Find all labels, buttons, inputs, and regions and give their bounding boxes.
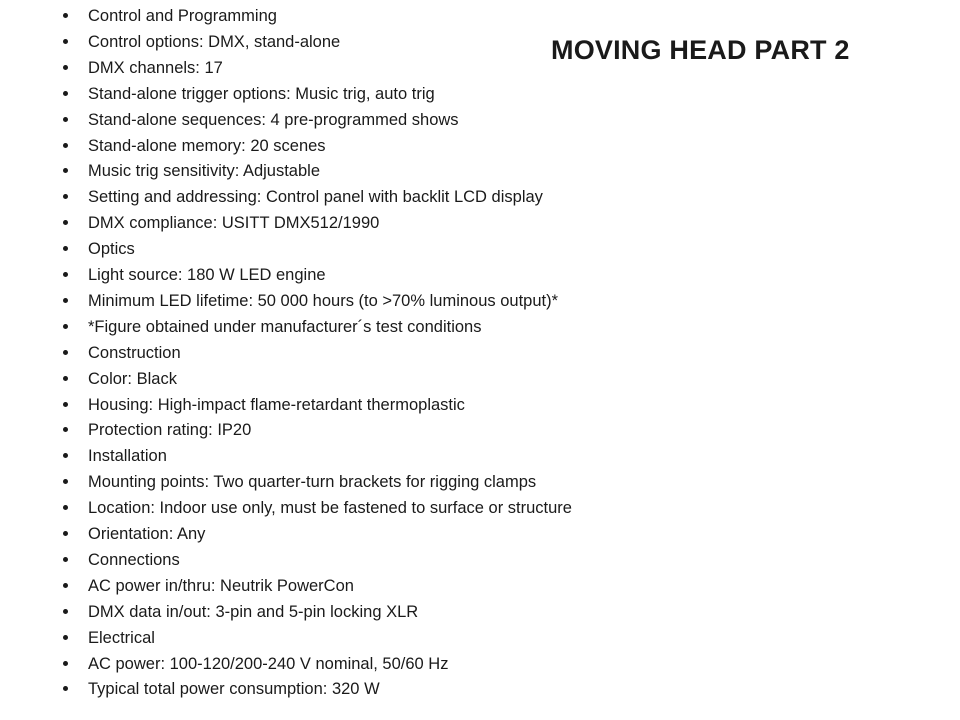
bullet-item: [0, 160, 700, 184]
bullet-dot-icon: [63, 661, 68, 666]
bullet-item: [0, 342, 700, 366]
bullet-text: Setting and addressing: Control panel with backlit LCD display: [88, 188, 543, 207]
bullet-item: [0, 57, 700, 81]
bullet-text: Construction: [88, 343, 181, 362]
bullet-dot-icon: [63, 65, 68, 70]
bullet-text: Color: Black: [88, 369, 177, 388]
bullet-text: DMX data in/out: 3-pin and 5-pin locking XLR: [88, 602, 419, 621]
bullet-text: Housing: High-impact flame-retardant thermoplastic: [88, 395, 465, 414]
bullet-dot-icon: [63, 505, 68, 510]
bullet-text: Electrical: [88, 628, 155, 647]
slide-title: MOVING HEAD PART 2: [551, 35, 850, 65]
bullet-item: [0, 264, 700, 288]
bullet-text: AC power: 100-120/200-240 V nominal, 50/60 Hz: [88, 654, 449, 673]
bullet-text: Location: Indoor use only, must be fastened to surface or structure: [88, 499, 572, 518]
bullet-item: [0, 523, 700, 547]
bullet-text: *Figure obtained under manufacturer´s test conditions: [88, 317, 482, 336]
bullet-dot-icon: [63, 91, 68, 96]
bullet-text: Light source: 180 W LED engine: [88, 266, 326, 284]
bullet-dot-icon: [63, 220, 68, 225]
bullet-dot-icon: [63, 272, 68, 277]
bullet-text: Installation: [88, 447, 167, 466]
bullet-item: [0, 31, 700, 55]
bullet-dot-icon: [63, 479, 68, 484]
bullet-dot-icon: [63, 531, 68, 536]
bullet-item: [0, 135, 700, 159]
bullet-dot-icon: [63, 324, 68, 329]
bullet-text: Optics: [88, 240, 135, 259]
bullet-item: [0, 549, 700, 573]
bullet-item: [0, 186, 700, 210]
bullet-dot-icon: [63, 635, 68, 640]
bullet-item: [0, 5, 700, 29]
bullet-item: [0, 575, 700, 599]
bullet-text: Stand-alone memory: 20 scenes: [88, 136, 326, 155]
bullet-text: AC power in/thru: Neutrik PowerCon: [88, 576, 354, 595]
bullet-text: Orientation: Any: [88, 525, 206, 543]
bullet-dot-icon: [63, 298, 68, 303]
bullet-dot-icon: [63, 453, 68, 458]
bullet-item: [0, 212, 700, 236]
bullet-text: Music trig sensitivity: Adjustable: [88, 162, 321, 181]
bullet-text: Connections: [88, 550, 180, 569]
bullet-dot-icon: [63, 557, 68, 562]
bullet-item: [0, 653, 700, 677]
bullet-dot-icon: [63, 13, 68, 18]
bullet-dot-icon: [63, 427, 68, 432]
bullet-dot-icon: [63, 609, 68, 614]
bullet-dot-icon: [63, 350, 68, 355]
bullet-text: Typical total power consumption: 320 W: [88, 680, 380, 699]
bullet-item: [0, 678, 700, 702]
bullet-item: [0, 394, 700, 418]
bullet-item: [0, 290, 700, 314]
bullet-text: Control and Programming: [88, 7, 277, 25]
bullet-text: DMX channels: 17: [88, 58, 223, 77]
bullet-dot-icon: [63, 376, 68, 381]
bullet-text: Mounting points: Two quarter-turn brackets for rigging clamps: [88, 473, 537, 492]
bullet-dot-icon: [63, 194, 68, 199]
bullet-text: DMX compliance: USITT DMX512/1990: [88, 214, 380, 233]
bullet-item: [0, 316, 700, 340]
bullet-dot-icon: [63, 583, 68, 588]
bullet-item: [0, 238, 700, 262]
bullet-dot-icon: [63, 143, 68, 148]
bullet-dot-icon: [63, 686, 68, 691]
bullet-text: Minimum LED lifetime: 50 000 hours (to >70% luminous output)*: [88, 291, 559, 310]
bullet-item: [0, 445, 700, 469]
bullet-text: Stand-alone trigger options: Music trig, auto trig: [88, 84, 435, 103]
bullet-item: [0, 419, 700, 443]
bullet-dot-icon: [63, 39, 68, 44]
bullet-dot-icon: [63, 117, 68, 122]
bullet-text: Stand-alone sequences: 4 pre-programmed shows: [88, 110, 459, 129]
bullet-item: [0, 471, 700, 495]
bullet-item: [0, 368, 700, 392]
bullet-text: Control options: DMX, stand-alone: [88, 32, 341, 51]
bullet-text: Protection rating: IP20: [88, 421, 252, 440]
bullet-dot-icon: [63, 402, 68, 407]
bullet-item: [0, 601, 700, 625]
bullet-item: [0, 627, 700, 651]
bullet-item: [0, 497, 700, 521]
bullet-item: [0, 109, 700, 133]
bullet-item: [0, 83, 700, 107]
bullet-dot-icon: [63, 246, 68, 251]
bullet-dot-icon: [63, 168, 68, 173]
